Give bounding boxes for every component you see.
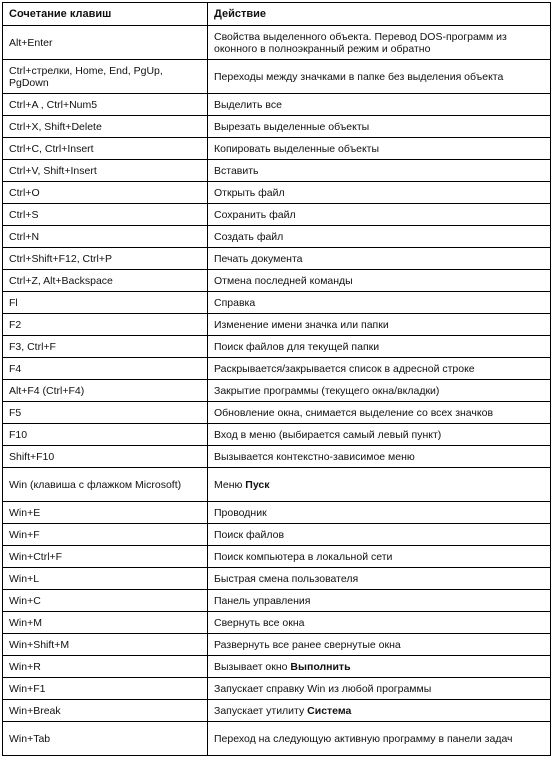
action-cell: Запускает справку Win из любой программы [208, 678, 551, 700]
header-action: Действие [208, 3, 551, 26]
table-row [3, 380, 551, 402]
shortcut-cell: Ctrl+O [3, 182, 208, 204]
table-row [3, 634, 551, 656]
action-cell: Сохранить файл [208, 204, 551, 226]
table-row [3, 358, 551, 380]
shortcut-cell: F2 [3, 314, 208, 336]
shortcut-cell: Win+C [3, 590, 208, 612]
table-row [3, 678, 551, 700]
action-text: Запускает утилиту [214, 704, 308, 717]
shortcut-cell: F10 [3, 424, 208, 446]
action-cell: Печать документа [208, 248, 551, 270]
action-cell: Закрытие программы (текущего окна/вкладки) [208, 380, 551, 402]
header-shortcut: Сочетание клавиш [3, 3, 208, 26]
table-row [3, 270, 551, 292]
shortcut-cell: Ctrl+стрелки, Home, End, PgUp, PgDown [3, 60, 208, 94]
action-cell: Вставить [208, 160, 551, 182]
shortcuts-table [2, 2, 551, 756]
table-row [3, 292, 551, 314]
table-row [3, 204, 551, 226]
shortcut-cell: Ctrl+Shift+F12, Ctrl+P [3, 248, 208, 270]
table-row [3, 700, 551, 722]
action-cell: Создать файл [208, 226, 551, 248]
action-bold-text: Выполнить [290, 660, 351, 673]
action-cell: Проводник [208, 502, 551, 524]
shortcut-cell: Ctrl+C, Ctrl+Insert [3, 138, 208, 160]
action-cell: Обновление окна, снимается выделение со всех значков [208, 402, 551, 424]
shortcut-cell: Alt+F4 (Ctrl+F4) [3, 380, 208, 402]
table-row [3, 336, 551, 358]
shortcut-cell: F4 [3, 358, 208, 380]
table-row [3, 612, 551, 634]
action-cell: Поиск компьютера в локальной сети [208, 546, 551, 568]
action-cell: Справка [208, 292, 551, 314]
action-cell: Открыть файл [208, 182, 551, 204]
shortcut-cell: Win+E [3, 502, 208, 524]
table-row [3, 138, 551, 160]
action-cell: Развернуть все ранее свернутые окна [208, 634, 551, 656]
table-row [3, 116, 551, 138]
action-cell [208, 468, 551, 502]
action-cell: Копировать выделенные объекты [208, 138, 551, 160]
shortcut-cell: Win+Break [3, 700, 208, 722]
shortcut-cell: Win+Tab [3, 722, 208, 756]
shortcut-cell: Win+R [3, 656, 208, 678]
shortcut-cell: Fl [3, 292, 208, 314]
shortcut-cell: Shift+F10 [3, 446, 208, 468]
shortcut-cell: F3, Ctrl+F [3, 336, 208, 358]
table-row [3, 182, 551, 204]
table-row [3, 26, 551, 60]
shortcut-cell: Ctrl+V, Shift+Insert [3, 160, 208, 182]
table-row [3, 468, 551, 502]
action-cell: Быстрая смена пользователя [208, 568, 551, 590]
table-row [3, 568, 551, 590]
shortcut-cell: Win+Ctrl+F [3, 546, 208, 568]
shortcut-cell: F5 [3, 402, 208, 424]
shortcut-cell: Win+M [3, 612, 208, 634]
table-row [3, 446, 551, 468]
action-cell: Переход на следующую активную программу в панели задач [208, 722, 551, 756]
header-row [3, 3, 551, 26]
action-cell: Вход в меню (выбирается самый левый пункт) [208, 424, 551, 446]
shortcut-cell: Win+L [3, 568, 208, 590]
table-row [3, 226, 551, 248]
action-cell: Переходы между значками в папке без выделения объекта [208, 60, 551, 94]
action-cell: Раскрывается/закрывается список в адресной строке [208, 358, 551, 380]
shortcut-cell: Ctrl+S [3, 204, 208, 226]
action-cell [208, 700, 551, 722]
shortcut-cell: Ctrl+Z, Alt+Backspace [3, 270, 208, 292]
action-cell: Выделить все [208, 94, 551, 116]
action-bold-text: Пуск [245, 478, 270, 491]
action-bold-text: Система [307, 704, 352, 717]
action-cell: Вызывается контекстно-зависимое меню [208, 446, 551, 468]
action-cell: Свойства выделенного объекта. Перевод DOS-программ из оконного в полноэкранный режим и обратно [208, 26, 551, 60]
action-cell [208, 656, 551, 678]
table-row [3, 524, 551, 546]
action-cell: Изменение имени значка или папки [208, 314, 551, 336]
table-row [3, 160, 551, 182]
action-text: Меню [214, 478, 246, 491]
table-row [3, 60, 551, 94]
table-row [3, 402, 551, 424]
shortcut-cell: Ctrl+N [3, 226, 208, 248]
action-cell: Свернуть все окна [208, 612, 551, 634]
table-row [3, 248, 551, 270]
shortcut-cell: Win+Shift+M [3, 634, 208, 656]
shortcut-cell: Alt+Enter [3, 26, 208, 60]
table-row [3, 546, 551, 568]
action-cell: Поиск файлов для текущей папки [208, 336, 551, 358]
table-row [3, 722, 551, 756]
action-cell: Вырезать выделенные объекты [208, 116, 551, 138]
shortcut-cell: Ctrl+X, Shift+Delete [3, 116, 208, 138]
action-cell: Поиск файлов [208, 524, 551, 546]
action-text: Вызывает окно [214, 660, 291, 673]
table-row [3, 424, 551, 446]
shortcut-cell: Win (клавиша с флажком Microsoft) [3, 468, 208, 502]
table-row [3, 590, 551, 612]
table-row [3, 502, 551, 524]
shortcut-cell: Win+F1 [3, 678, 208, 700]
table-row [3, 94, 551, 116]
table-row [3, 314, 551, 336]
action-cell: Панель управления [208, 590, 551, 612]
shortcut-cell: Win+F [3, 524, 208, 546]
table-row [3, 656, 551, 678]
action-cell: Отмена последней команды [208, 270, 551, 292]
shortcut-cell: Ctrl+A , Ctrl+Num5 [3, 94, 208, 116]
